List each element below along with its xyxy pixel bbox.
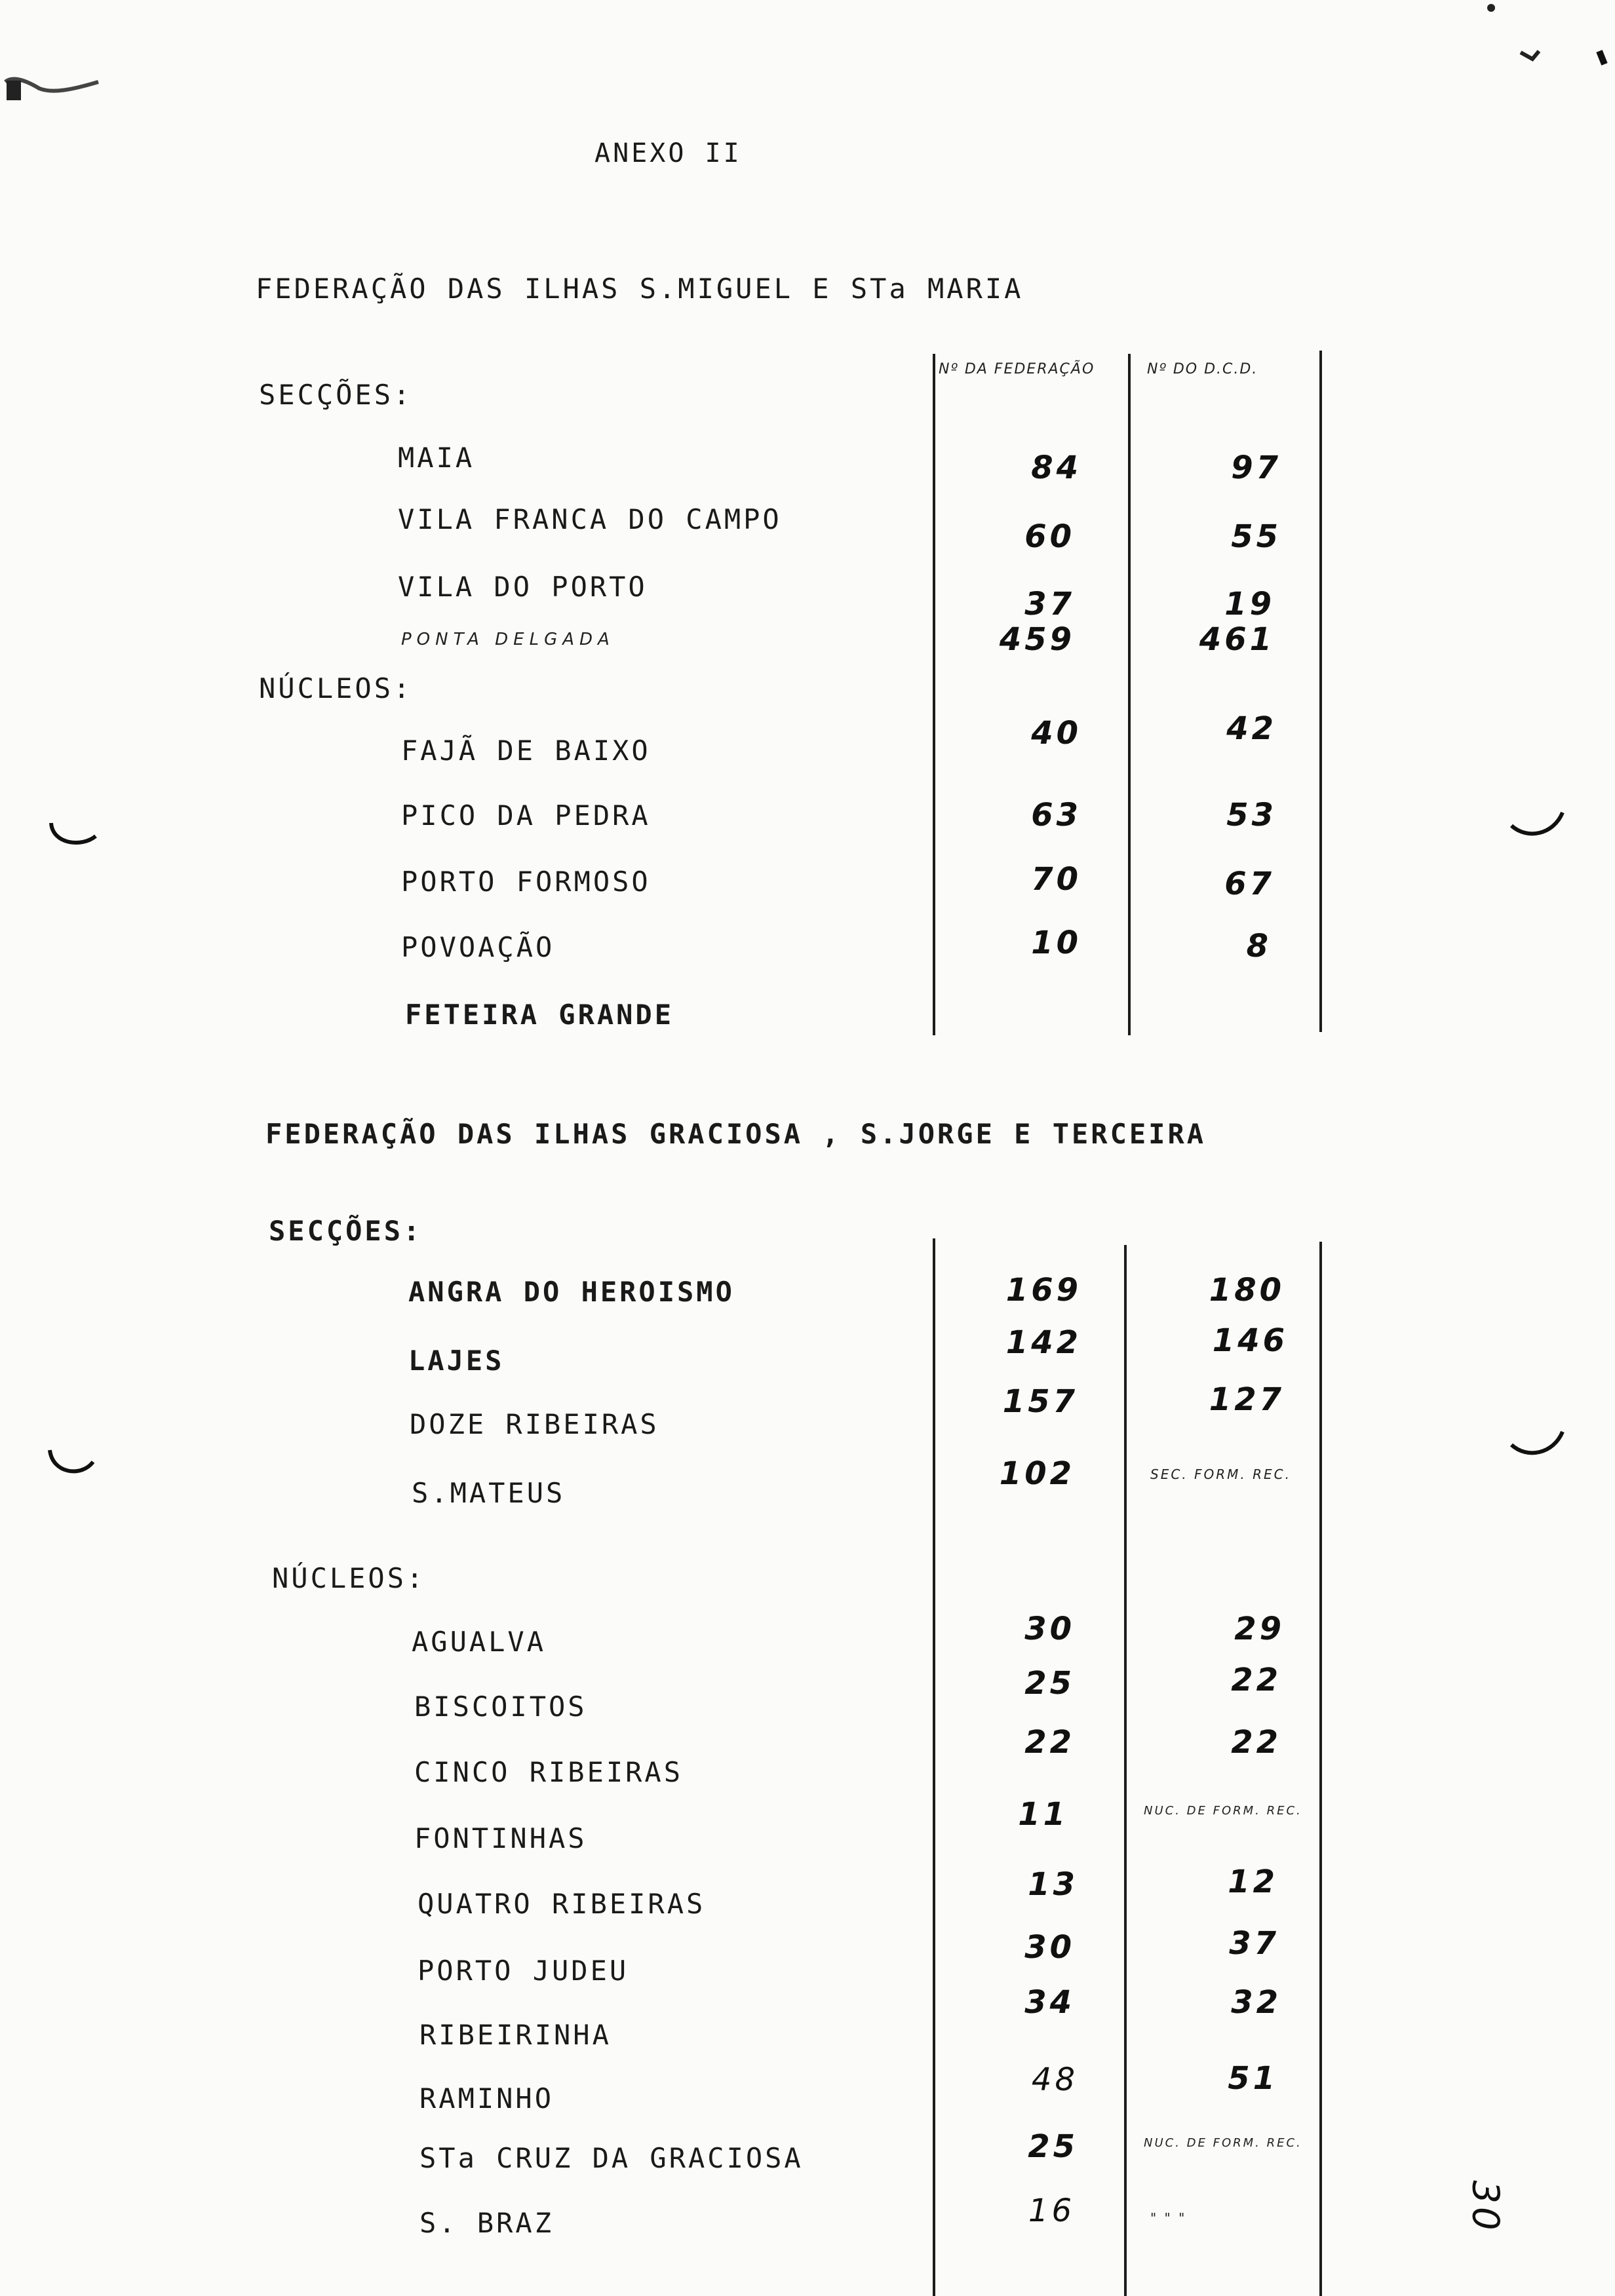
federation-title: FEDERAÇÃO DAS ILHAS GRACIOSA , S.JORGE E TERCEIRA xyxy=(265,1118,1207,1150)
dcd-value: 146 xyxy=(1212,1322,1288,1359)
federacao-value: 11 xyxy=(1018,1796,1068,1833)
table-column-rule xyxy=(933,1238,935,2296)
nucleos-label: NÚCLEOS: xyxy=(272,1562,426,1594)
seccao-name: LAJES xyxy=(408,1345,505,1377)
seccao-name: S.MATEUS xyxy=(412,1477,566,1509)
dcd-value: 19 xyxy=(1224,586,1275,622)
column-header-federacao: Nº DA FEDERAÇÃO xyxy=(939,361,1095,377)
seccoes-label: SECÇÕES: xyxy=(259,379,413,411)
nucleo-name: QUATRO RIBEIRAS xyxy=(418,1888,706,1920)
dcd-value: 37 xyxy=(1229,1925,1279,1962)
nucleo-name: FONTINHAS xyxy=(414,1822,587,1854)
nucleo-name: PORTO FORMOSO xyxy=(401,866,651,898)
dcd-value: 97 xyxy=(1231,450,1281,486)
nucleo-name: STa CRUZ DA GRACIOSA xyxy=(419,2142,804,2174)
punch-hole-mark-right-1 xyxy=(1508,806,1566,845)
nucleo-name: BISCOITOS xyxy=(414,1691,587,1723)
seccao-name: ANGRA DO HEROISMO xyxy=(408,1276,735,1308)
seccoes-label: SECÇÕES: xyxy=(269,1215,423,1247)
dcd-value: 53 xyxy=(1226,797,1277,833)
scan-marks-top-right xyxy=(1475,0,1615,85)
page-number: 30 xyxy=(1464,2180,1507,2234)
federacao-value: 34 xyxy=(1024,1984,1075,2021)
federation-title: FEDERAÇÃO DAS ILHAS S.MIGUEL E STa MARIA xyxy=(256,273,1024,305)
annex-title: ANEXO II xyxy=(594,138,742,168)
federacao-value: 10 xyxy=(1031,925,1081,961)
table-column-rule xyxy=(1319,351,1322,1032)
dcd-value: 32 xyxy=(1231,1984,1281,2021)
nucleo-name: RIBEIRINHA xyxy=(419,2019,612,2051)
federacao-value: 63 xyxy=(1031,797,1081,833)
nucleo-name: FAJÃ DE BAIXO xyxy=(401,735,651,767)
nucleo-name: POVOAÇÃO xyxy=(401,931,555,963)
federacao-value: 25 xyxy=(1024,1665,1075,1702)
punch-hole-mark-left-1 xyxy=(46,819,98,852)
dcd-value: 8 xyxy=(1246,928,1272,965)
seccao-name: MAIA xyxy=(398,442,475,474)
federacao-value: 60 xyxy=(1024,518,1075,555)
table-column-rule xyxy=(933,354,935,1035)
federacao-value: 169 xyxy=(1005,1272,1081,1309)
punch-hole-mark-right-2 xyxy=(1508,1425,1566,1464)
dcd-note: NUC. DE FORM. REC. xyxy=(1144,2136,1302,2150)
scan-smudge-top-left xyxy=(0,62,105,115)
federacao-value: 37 xyxy=(1024,586,1075,622)
dcd-value: 51 xyxy=(1228,2060,1278,2097)
nucleo-name: RAMINHO xyxy=(419,2082,555,2114)
seccao-name: VILA FRANCA DO CAMPO xyxy=(398,503,782,535)
federacao-value: 22 xyxy=(1024,1724,1075,1761)
federacao-value: 70 xyxy=(1031,861,1081,898)
nucleo-name: CINCO RIBEIRAS xyxy=(414,1756,684,1788)
nucleo-name: PORTO JUDEU xyxy=(418,1955,629,1987)
column-header-dcd: Nº DO D.C.D. xyxy=(1147,361,1258,377)
nucleo-name: PICO DA PEDRA xyxy=(401,799,651,832)
federacao-value: 13 xyxy=(1028,1866,1078,1903)
federacao-value: 142 xyxy=(1005,1324,1081,1361)
dcd-value: 22 xyxy=(1231,1662,1281,1698)
punch-hole-mark-left-2 xyxy=(45,1445,97,1484)
federacao-value: 30 xyxy=(1024,1929,1075,1966)
dcd-value: 461 xyxy=(1199,621,1275,658)
seccao-name: VILA DO PORTO xyxy=(398,571,648,603)
dcd-value: 127 xyxy=(1209,1381,1285,1418)
dcd-value: 22 xyxy=(1231,1724,1281,1761)
dcd-note: NUC. DE FORM. REC. xyxy=(1144,1804,1302,1818)
federacao-value: 40 xyxy=(1031,715,1081,752)
dcd-note: " " " xyxy=(1150,2210,1187,2226)
dcd-value: 67 xyxy=(1224,866,1275,902)
table-column-rule xyxy=(1319,1242,1322,2296)
federacao-value: 30 xyxy=(1024,1611,1075,1647)
federacao-value: 459 xyxy=(999,621,1075,658)
table-column-rule xyxy=(1124,1245,1127,2296)
federacao-value: 25 xyxy=(1028,2128,1078,2165)
federacao-value: 48 xyxy=(1031,2061,1078,2098)
nucleo-name: S. BRAZ xyxy=(419,2207,555,2239)
nucleos-label: NÚCLEOS: xyxy=(259,672,413,704)
seccao-name: DOZE RIBEIRAS xyxy=(410,1408,659,1440)
dcd-value: 12 xyxy=(1228,1864,1278,1900)
dcd-value: 180 xyxy=(1209,1272,1285,1309)
federacao-value: 84 xyxy=(1031,450,1081,486)
dcd-note: SEC. FORM. REC. xyxy=(1150,1466,1291,1482)
table-column-rule xyxy=(1128,354,1131,1035)
dcd-value: 55 xyxy=(1231,518,1281,555)
federacao-value: 16 xyxy=(1028,2192,1075,2229)
nucleo-name: FETEIRA GRANDE xyxy=(405,999,674,1031)
federacao-value: 102 xyxy=(999,1455,1075,1492)
dcd-value: 29 xyxy=(1234,1611,1285,1647)
seccao-name-handwritten: PONTA DELGADA xyxy=(401,630,615,649)
nucleo-name: AGUALVA xyxy=(412,1626,547,1658)
dcd-value: 42 xyxy=(1226,710,1277,747)
federacao-value: 157 xyxy=(1002,1383,1078,1420)
